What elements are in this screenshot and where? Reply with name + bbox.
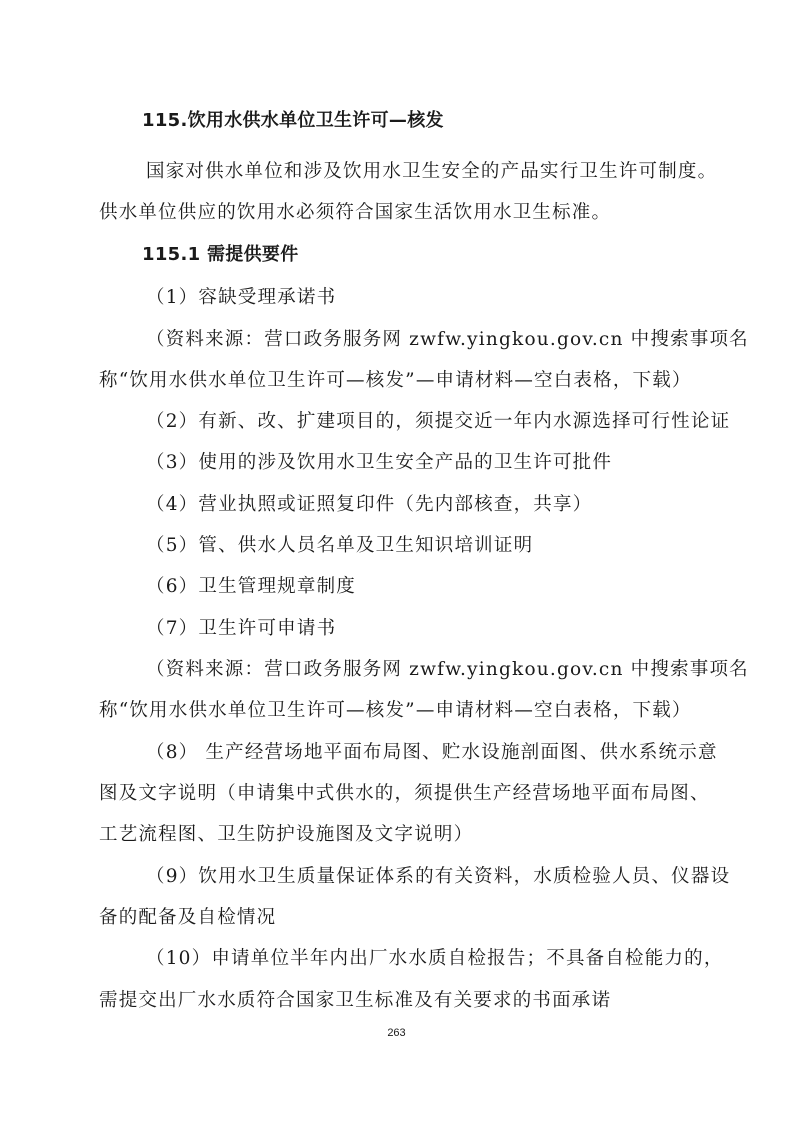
subsection-title: 115.1 需提供要件	[142, 244, 299, 265]
page-number: 263	[387, 1027, 406, 1039]
list-item: 称“饮用水供水单位卫生许可—核发”—申请材料—空白表格，下载）	[99, 700, 692, 721]
list-item: （资料来源：营口政务服务网 zwfw.yingkou.gov.cn 中搜索事项名	[146, 329, 749, 350]
list-item: 需提交出厂水水质符合国家卫生标准及有关要求的书面承诺	[99, 990, 612, 1011]
list-item: （3）使用的涉及饮用水卫生安全产品的卫生许可批件	[146, 452, 613, 473]
list-item: 工艺流程图、卫生防护设施图及文字说明）	[99, 824, 474, 845]
intro-line: 国家对供水单位和涉及饮用水卫生安全的产品实行卫生许可制度。	[146, 161, 718, 182]
list-item: （8） 生产经营场地平面布局图、贮水设施剖面图、供水系统示意	[146, 742, 718, 763]
list-item: （资料来源：营口政务服务网 zwfw.yingkou.gov.cn 中搜索事项名	[146, 659, 749, 680]
list-item: （2）有新、改、扩建项目的，须提交近一年内水源选择可行性论证	[146, 411, 731, 432]
list-item: （7）卫生许可申请书	[146, 618, 337, 639]
list-item: （9）饮用水卫生质量保证体系的有关资料，水质检验人员、仪器设	[146, 866, 731, 887]
intro-line: 供水单位供应的饮用水必须符合国家生活饮用水卫生标准。	[99, 202, 612, 223]
list-item: （1）容缺受理承诺书	[146, 287, 337, 308]
list-item: 备的配备及自检情况	[99, 907, 277, 928]
list-item: （6）卫生管理规章制度	[146, 576, 356, 597]
list-item: （5）管、供水人员名单及卫生知识培训证明	[146, 535, 534, 556]
list-item: 图及文字说明（申请集中式供水的，须提供生产经营场地平面布局图、	[99, 783, 710, 804]
list-item: （4）营业执照或证照复印件（先内部核查，共享）	[146, 494, 593, 515]
list-item: （10）申请单位半年内出厂水水质自检报告；不具备自检能力的，	[146, 948, 724, 969]
list-item: 称“饮用水供水单位卫生许可—核发”—申请材料—空白表格，下载）	[99, 370, 692, 391]
section-title: 115.饮用水供水单位卫生许可—核发	[142, 110, 444, 131]
